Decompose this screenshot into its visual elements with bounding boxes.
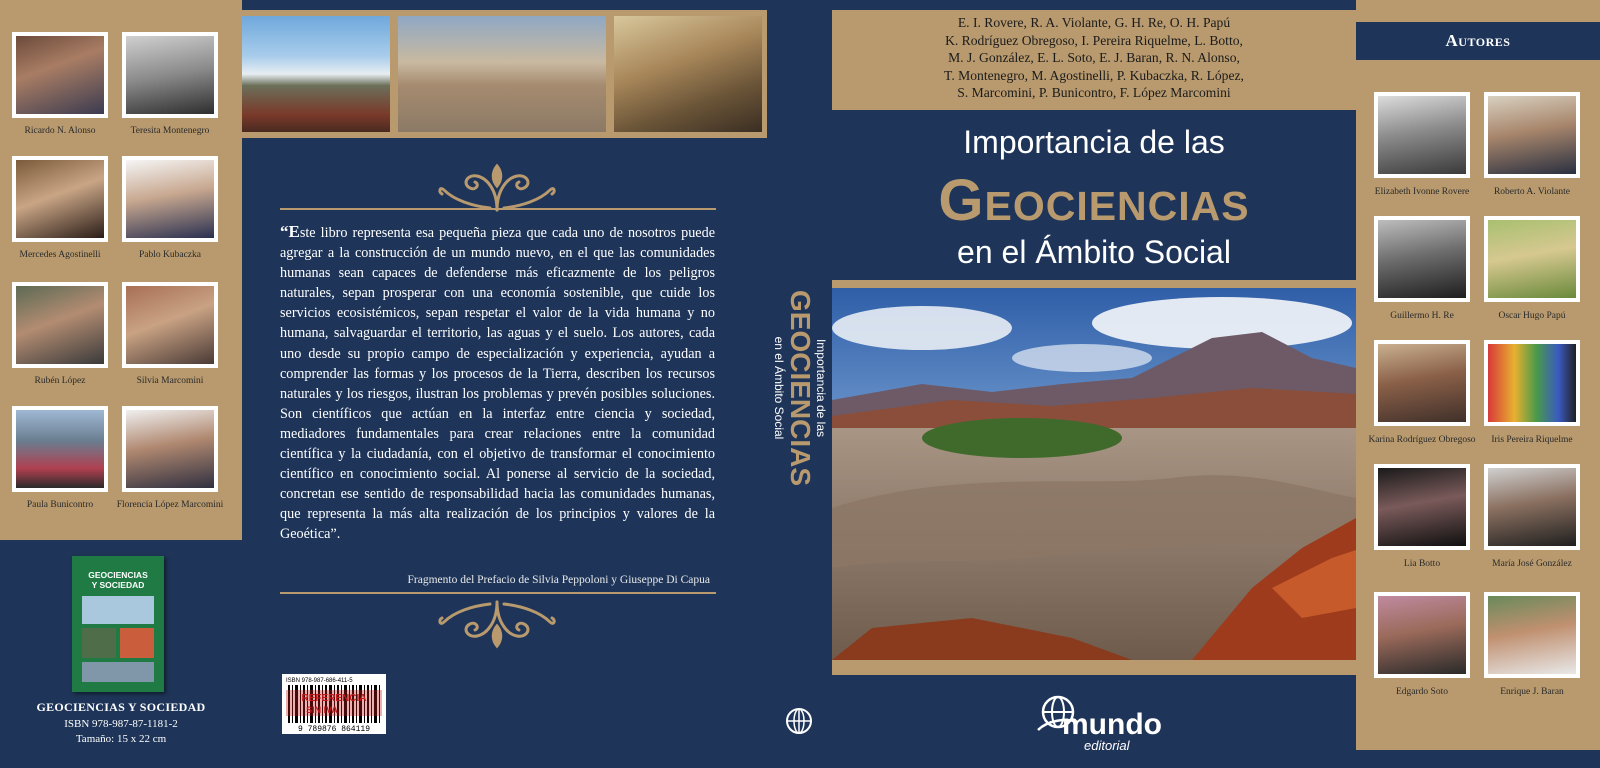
mini-book-title: GEOCIENCIAS Y SOCIEDAD xyxy=(88,570,148,590)
author-photo xyxy=(1484,340,1580,426)
back-cover-quote xyxy=(280,222,715,545)
publisher-globe-icon xyxy=(784,706,814,736)
left-author-photos xyxy=(0,0,242,540)
earthquake-damage-photo xyxy=(614,16,762,132)
author-photo xyxy=(12,406,108,492)
author-caption: Elizabeth Ivonne Rovere xyxy=(1374,187,1470,197)
author-photo xyxy=(12,156,108,242)
barcode-isbn: ISBN 978-987-686-411-5 xyxy=(286,678,353,684)
author-photo xyxy=(1374,216,1470,302)
related-book-isbn: ISBN 978-987-87-1181-2 xyxy=(64,718,178,730)
authors-line: M. J. González, E. L. Soto, E. J. Baran, R. N. Alonso, xyxy=(948,50,1240,66)
author-caption: Mercedes Agostinelli xyxy=(19,250,101,260)
author-caption: Pablo Kubaczka xyxy=(139,250,201,260)
authors-line: K. Rodríguez Obregoso, I. Pereira Riquelme, L. Botto, xyxy=(945,32,1243,48)
author-photo xyxy=(1374,340,1470,426)
volcano-photo xyxy=(242,16,390,132)
author-photo xyxy=(1374,464,1470,550)
author-photo xyxy=(1484,92,1580,178)
spine xyxy=(770,0,832,768)
top-ornament-icon xyxy=(432,160,562,214)
publisher-sub: editorial xyxy=(1084,738,1130,753)
author-caption: Roberto A. Violante xyxy=(1493,187,1571,197)
author-photo xyxy=(12,282,108,368)
author-caption: María José González xyxy=(1492,559,1572,569)
author-caption: Florencia López Marcomini xyxy=(116,500,224,510)
author-caption: Paula Bunicontro xyxy=(26,500,94,510)
barcode-stamp-2: SIN IVA xyxy=(306,705,338,715)
barcode-number: 9 789876 864119 xyxy=(297,725,371,734)
title-line2: Geociencias xyxy=(938,168,1250,233)
barcode-stamp-1: REFERENCIA xyxy=(301,693,367,704)
related-book-title: GEOCIENCIAS Y SOCIEDAD xyxy=(36,700,206,714)
publisher-logo xyxy=(1028,692,1188,756)
publisher-name: mundo xyxy=(1062,708,1162,741)
authors-line: E. I. Rovere, R. A. Violante, G. H. Re, O. H. Papú xyxy=(957,15,1231,30)
related-book-info xyxy=(0,700,242,745)
top-divider xyxy=(280,208,716,210)
landscape-photo xyxy=(832,288,1356,660)
author-caption: Enrique J. Baran xyxy=(1500,687,1564,697)
author-photo xyxy=(1374,92,1470,178)
author-photo xyxy=(122,156,218,242)
author-caption: Guillermo H. Re xyxy=(1390,311,1454,321)
author-caption: Karina Rodríguez Obregoso xyxy=(1368,435,1476,445)
authors-line: S. Marcomini, P. Bunicontro, F. López Marcomini xyxy=(957,85,1231,101)
title-line1: Importancia de las xyxy=(963,124,1225,160)
bottom-bar xyxy=(1356,750,1600,768)
related-book-thumbnail xyxy=(72,556,164,692)
author-caption: Silvia Marcomini xyxy=(136,376,204,386)
quote-text: ste libro representa esa pequeña pieza que cada uno de nosotros puede agregar a la construcción de un mundo nuevo, en el que las comunidades humanas sean capaces de defenderse más eficazmente de los peligros naturales, sepan prosperar con una economía sostenible, que cuide los servicios ecosistémicos, sepan respetar el valor de la vida humana y no humana, salvaguardar el territorio, las aguas y el suelo. Los autores, cada uno desde su propio campo de especialización y experiencia, ayudan a comprender las formas y los procesos de la Tierra, describen los recursos naturales y los riesgos, ilustran los problemas y prevén posibles soluciones. Son científicos que actúan en la interfaz entre ciencia y sociedad, mediadores fundamentales para crear relaciones entre la comunidad científica y la ciudadanía, con el objetivo de transformar el conocimiento científico en conocimiento social. Al ponerse al servicio de la sociedad, concretan ese sentido de responsabilidad hacia las comunidades humanas, que representa la más alta realización de los principios y valores de la Geoética”. xyxy=(280,225,715,543)
bottom-ornament-icon xyxy=(432,598,562,652)
author-caption: Iris Pereira Riquelme xyxy=(1491,435,1573,445)
author-photo xyxy=(122,32,218,118)
related-book-size: Tamaño: 15 x 22 cm xyxy=(75,733,167,745)
front-photo-frame xyxy=(832,280,1356,675)
author-caption: Lia Botto xyxy=(1403,559,1441,569)
quote-source: Fragmento del Prefacio de Silvia Peppoloni y Giuseppe Di Capua xyxy=(407,574,710,586)
author-photo xyxy=(1374,592,1470,678)
authors-heading: Autores xyxy=(1356,22,1600,60)
right-flap xyxy=(1356,0,1600,768)
bottom-divider xyxy=(280,592,716,594)
front-cover xyxy=(832,0,1356,768)
spine-title-line3: en el Ámbito Social xyxy=(772,336,786,440)
front-authors xyxy=(832,10,1356,110)
author-photo xyxy=(1484,216,1580,302)
author-caption: Rubén López xyxy=(34,376,86,386)
barcode xyxy=(282,674,386,734)
author-caption: Edgardo Soto xyxy=(1396,687,1448,697)
author-photo xyxy=(12,32,108,118)
back-cover xyxy=(242,0,770,768)
left-flap xyxy=(0,0,242,768)
spine-title-line2: GEOCIENCIAS xyxy=(785,289,816,487)
coastal-erosion-photo xyxy=(398,16,606,132)
author-caption: Teresita Montenegro xyxy=(130,126,210,136)
author-photo xyxy=(122,406,218,492)
author-photo xyxy=(1484,464,1580,550)
author-caption: Oscar Hugo Papú xyxy=(1498,311,1566,321)
author-photo xyxy=(1484,592,1580,678)
quote-dropcap: “E xyxy=(280,222,300,241)
authors-line: T. Montenegro, M. Agostinelli, P. Kubaczka, R. López, xyxy=(944,67,1244,83)
author-caption: Ricardo N. Alonso xyxy=(24,126,96,136)
author-photo xyxy=(122,282,218,368)
title-line3: en el Ámbito Social xyxy=(957,234,1231,270)
spine-title xyxy=(772,228,828,548)
spine-title-line1: Importancia de las xyxy=(814,338,828,438)
back-photo-strip xyxy=(242,10,767,138)
